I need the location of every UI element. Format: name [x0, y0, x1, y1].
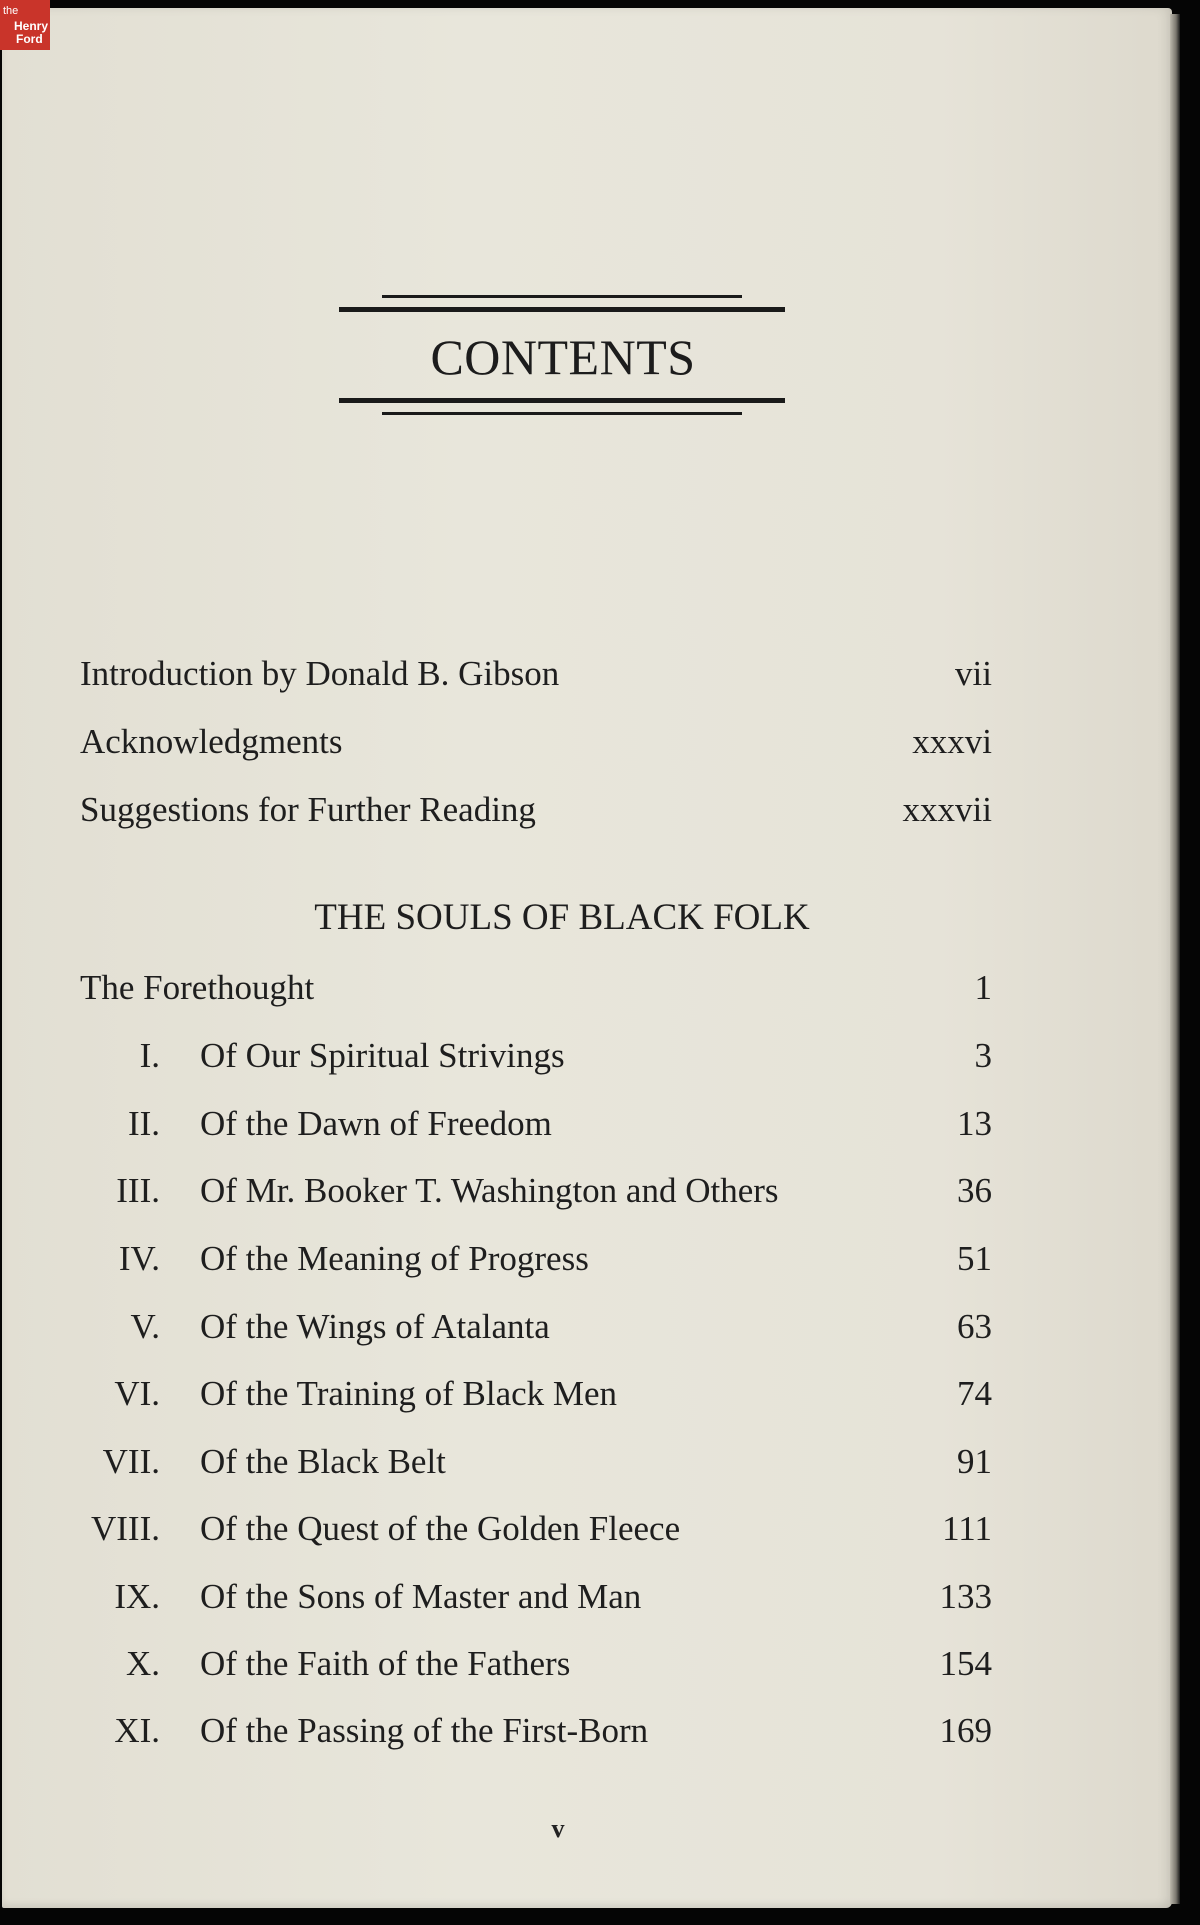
chapter-numeral: XI.: [114, 1711, 160, 1750]
logo-text: Henry: [14, 19, 49, 33]
logo-text: Ford: [16, 32, 43, 46]
title-rule-top-thin: [382, 295, 742, 298]
toc-entry-title: Introduction by Donald B. Gibson: [80, 654, 560, 693]
toc-entry-title: The Forethought: [80, 968, 315, 1007]
chapter-title: Of the Wings of Atalanta: [200, 1307, 550, 1346]
toc-page-number: 13: [957, 1104, 992, 1143]
title-rule-bottom-thick: [339, 398, 785, 403]
toc-page-number: 74: [957, 1374, 992, 1413]
toc-page-number: 91: [957, 1442, 992, 1481]
toc-page-number: 3: [974, 1036, 992, 1075]
title-rule-bottom-thin: [382, 412, 742, 415]
chapter-numeral: VII.: [102, 1442, 160, 1481]
toc-chapter-row[interactable]: [2, 1234, 1122, 1284]
toc-page-number: 51: [957, 1239, 992, 1278]
chapter-title: Of the Sons of Master and Man: [200, 1577, 642, 1616]
toc-chapter-row[interactable]: [2, 1369, 1122, 1419]
title-rule-top-thick: [339, 307, 785, 312]
toc-chapter-row[interactable]: [2, 1166, 1122, 1216]
chapter-title: Of Our Spiritual Strivings: [200, 1036, 565, 1075]
toc-page-number: 1: [974, 968, 992, 1007]
toc-front-matter-row[interactable]: [2, 717, 1122, 767]
section-heading: THE SOULS OF BLACK FOLK: [314, 897, 810, 938]
chapter-title: Of the Training of Black Men: [200, 1374, 618, 1413]
chapter-numeral: X.: [125, 1644, 160, 1683]
toc-page-number: 154: [939, 1644, 992, 1683]
chapter-numeral: VIII.: [91, 1509, 160, 1548]
chapter-numeral: VI.: [114, 1374, 160, 1413]
henry-ford-logo: [0, 0, 50, 50]
toc-page-number: 169: [939, 1711, 992, 1750]
page-title: CONTENTS: [430, 329, 696, 385]
chapter-numeral: II.: [127, 1104, 160, 1143]
toc-page-number: xxxvi: [912, 722, 992, 761]
toc-chapter-row[interactable]: [2, 1639, 1122, 1689]
toc-chapter-row[interactable]: [2, 1031, 1122, 1081]
page-edge-shadow: [1170, 14, 1180, 1904]
chapter-title: Of the Faith of the Fathers: [200, 1644, 571, 1683]
toc-chapter-row[interactable]: [2, 1302, 1122, 1352]
chapter-title: Of the Quest of the Golden Fleece: [200, 1509, 681, 1548]
toc-chapter-row[interactable]: [2, 1099, 1122, 1149]
contents-page: [2, 5, 1172, 1908]
page-folio: v: [551, 1814, 565, 1843]
toc-page-number: vii: [955, 654, 992, 693]
toc-entry-title: Suggestions for Further Reading: [80, 790, 536, 829]
chapter-numeral: I.: [139, 1036, 160, 1075]
toc-chapter-row[interactable]: [2, 1504, 1122, 1554]
chapter-title: Of the Meaning of Progress: [200, 1239, 589, 1278]
chapter-numeral: IV.: [118, 1239, 160, 1278]
toc-chapter-row[interactable]: [2, 1437, 1122, 1487]
toc-page-number: 133: [939, 1577, 992, 1616]
toc-front-matter-row[interactable]: [2, 649, 1122, 699]
chapter-numeral: III.: [116, 1171, 160, 1210]
toc-forethought-row[interactable]: [2, 963, 1122, 1013]
toc-chapter-row[interactable]: [2, 1706, 1122, 1756]
toc-chapter-row[interactable]: [2, 1572, 1122, 1622]
chapter-title: Of the Dawn of Freedom: [200, 1104, 552, 1143]
chapter-numeral: IX.: [114, 1577, 160, 1616]
toc-page-number: 63: [957, 1307, 992, 1346]
chapter-title: Of the Black Belt: [200, 1442, 446, 1481]
toc-page-number: 36: [957, 1171, 992, 1210]
chapter-numeral: V.: [130, 1307, 160, 1346]
logo-text: the: [3, 5, 19, 17]
toc-page-number: xxxvii: [902, 790, 992, 829]
chapter-title: Of Mr. Booker T. Washington and Others: [200, 1171, 779, 1210]
toc-page-number: 111: [942, 1509, 992, 1548]
toc-entry-title: Acknowledgments: [80, 722, 343, 761]
toc-front-matter-row[interactable]: [2, 785, 1122, 835]
chapter-title: Of the Passing of the First-Born: [200, 1711, 649, 1750]
